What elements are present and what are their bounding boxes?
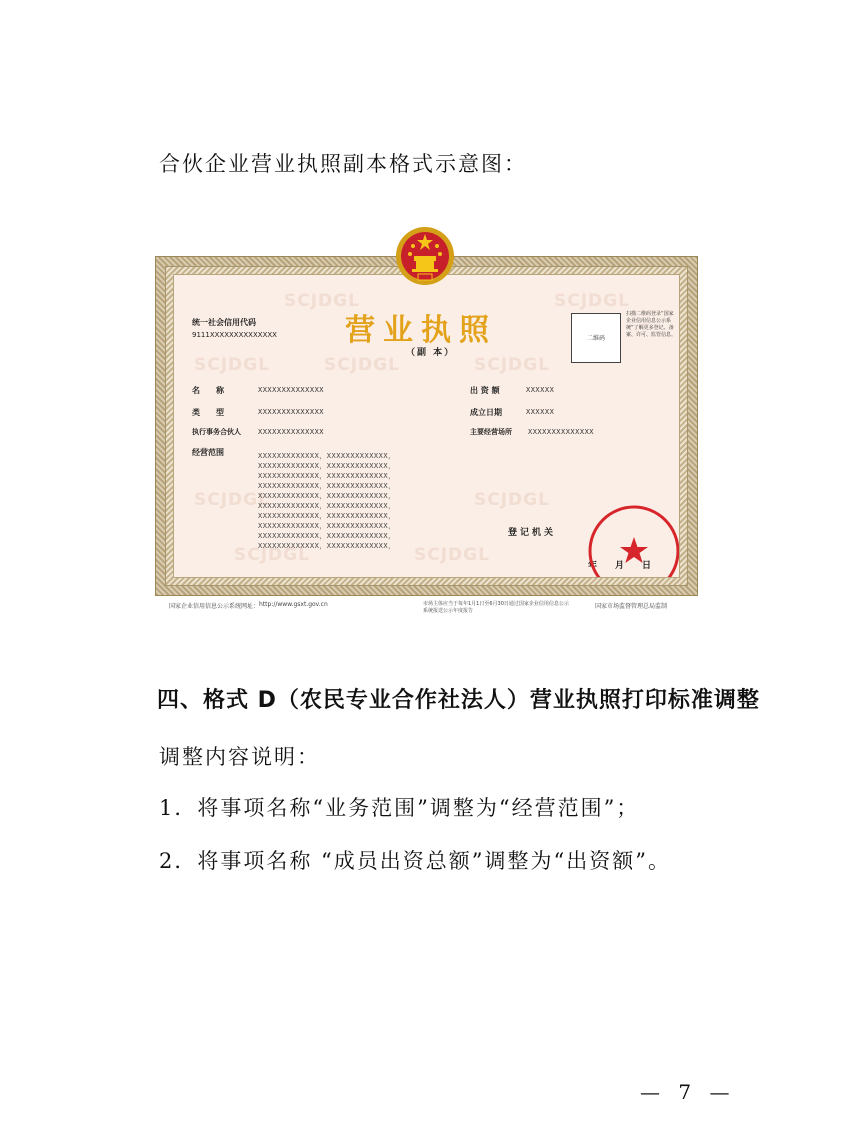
scope-line: XXXXXXXXXXXXX，XXXXXXXXXXXXX，: [258, 512, 396, 520]
qr-note: 扫描二维码登录“国家企业信用信息公示系统”了解更多登记、备案、许可、监管信息。: [626, 311, 677, 338]
field-label-partner: 执行事务合伙人: [192, 428, 241, 436]
field-value-partner: XXXXXXXXXXXXXX: [258, 428, 325, 436]
license-subtitle: （副 本）: [406, 348, 456, 358]
footer-annual-report-note: 市场主体应当于每年1月1日至6月30日通过国家企业信用信息公示系统报送公示年度报告: [423, 601, 569, 614]
list-item: 2．将事项名称 “成员出资总额”调整为“出资额”。: [159, 849, 671, 873]
scope-line: XXXXXXXXXXXXX，XXXXXXXXXXXXX，: [258, 492, 396, 500]
watermark: SCJDGL: [194, 490, 270, 510]
field-label-scope: 经营范围: [192, 448, 224, 457]
watermark: SCJDGL: [554, 291, 630, 311]
date-label: 年 月 日: [588, 561, 652, 571]
scope-line: XXXXXXXXXXXXX，XXXXXXXXXXXXX，: [258, 522, 396, 530]
watermark: SCJDGL: [414, 545, 490, 565]
field-label-name: 名 称: [192, 386, 224, 395]
registrar-label: 登记机关: [508, 528, 557, 538]
field-label-capital: 出 资 额: [470, 386, 500, 395]
field-label-type: 类 型: [192, 408, 224, 417]
section-heading: 四、格式 D（农民专业合作社法人）营业执照打印标准调整: [157, 688, 760, 713]
scope-line: XXXXXXXXXXXXX，XXXXXXXXXXXXX，: [258, 462, 396, 470]
scope-line: XXXXXXXXXXXXX，XXXXXXXXXXXXX，: [258, 502, 396, 510]
footer-url: http://www.gsxt.gov.cn: [259, 601, 328, 608]
watermark: SCJDGL: [284, 291, 360, 311]
list-item: 1．将事项名称“业务范围”调整为“经营范围”；: [159, 796, 640, 820]
national-emblem-icon: [394, 224, 456, 288]
field-value-name: XXXXXXXXXXXXXX: [258, 386, 325, 394]
footer-site-label: 国家企业信用信息公示系统网址：: [169, 603, 260, 610]
scope-line: XXXXXXXXXXXXX，XXXXXXXXXXXXX，: [258, 532, 396, 540]
credit-code-value: 9111XXXXXXXXXXXXXX: [192, 331, 277, 339]
page-number: — 7 —: [640, 1080, 736, 1104]
field-label-premises: 主要经营场所: [470, 428, 512, 436]
qr-label: 二维码: [586, 335, 605, 342]
license-title: 营业执照: [345, 313, 497, 348]
footer-issuer: 国家市场监督管理总局监制: [595, 603, 668, 610]
business-license-image: [155, 256, 698, 614]
scope-line: XXXXXXXXXXXXX，XXXXXXXXXXXXX，: [258, 482, 396, 490]
scope-line: XXXXXXXXXXXXX，XXXXXXXXXXXXX，: [258, 472, 396, 480]
adjust-label: 调整内容说明：: [159, 745, 320, 769]
field-value-capital: XXXXXX: [526, 386, 555, 394]
license-paper: [173, 274, 680, 578]
field-value-type: XXXXXXXXXXXXXX: [258, 408, 325, 416]
field-label-date: 成立日期: [470, 408, 502, 417]
official-seal-icon: [584, 501, 680, 578]
watermark: SCJDGL: [474, 355, 550, 375]
watermark: SCJDGL: [194, 355, 270, 375]
watermark: SCJDGL: [324, 355, 400, 375]
scope-line: XXXXXXXXXXXXX，XXXXXXXXXXXXX，: [258, 542, 396, 550]
caption: 合伙企业营业执照副本格式示意图：: [159, 152, 527, 176]
credit-code-label: 统一社会信用代码: [192, 318, 256, 327]
field-value-date: XXXXXX: [526, 408, 555, 416]
field-value-premises: XXXXXXXXXXXXXX: [528, 428, 595, 436]
watermark: SCJDGL: [234, 545, 310, 565]
scope-line: XXXXXXXXXXXXX，XXXXXXXXXXXXX，: [258, 452, 396, 460]
watermark: SCJDGL: [474, 490, 550, 510]
qr-code-placeholder: [571, 313, 621, 363]
